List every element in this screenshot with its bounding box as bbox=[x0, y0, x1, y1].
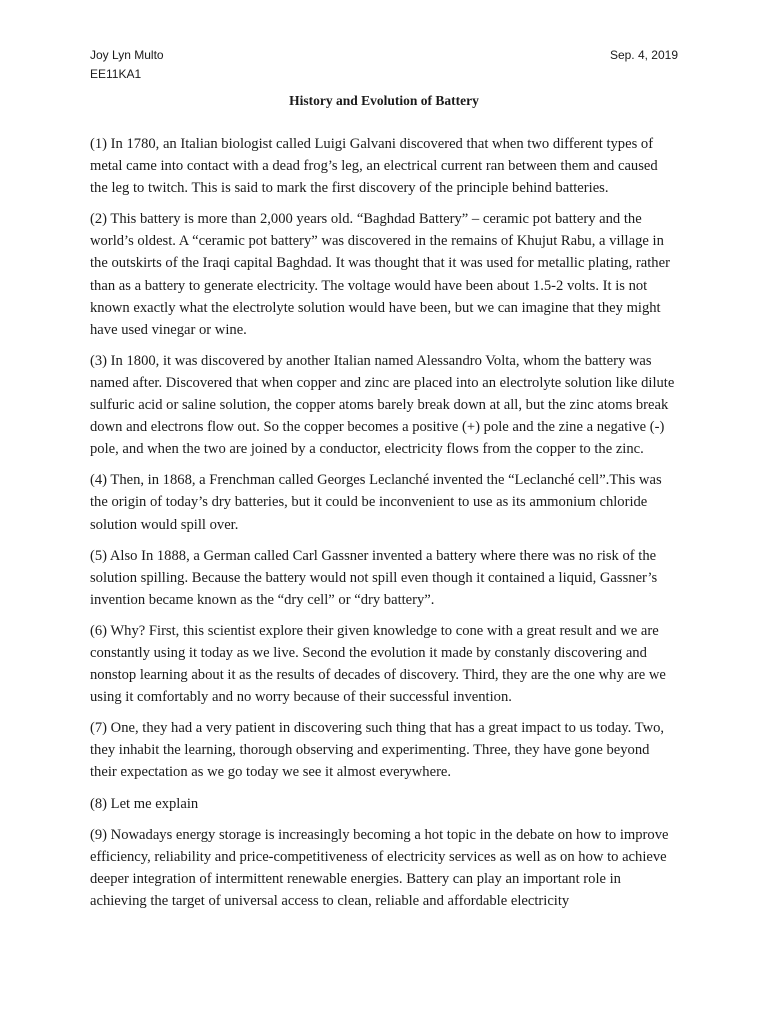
paragraph-6: (6) Why? First, this scientist explore their given knowledge to cone with a great result and we are constantly using it today as we live. Second the evolution it made by constanly discovering and nonstop learning about it as the results of decades of discovery. Third, they are the one why are we using it comfortably and no worry because of their successful invention. bbox=[90, 622, 666, 706]
paragraph-5: (5) Also In 1888, a German called Carl Gassner invented a battery where there was no risk of the solution spilling. Because the battery would not spill even though it contained a liquid, Gassner’s invention became known as the “dry cell” or “dry battery”. bbox=[90, 547, 658, 608]
paragraph-3: (3) In 1800, it was discovered by another Italian named Alessandro Volta, whom the battery was named after. Discovered that when copper and zinc are placed into an electrolyte solution like dilute sulfuric acid or saline solution, the copper atoms barely break down at all, but the zinc atoms break down and electrons flow out. So the copper becomes a positive (+) pole and the zine a negative (-) pole, and when the two are joined by a conductor, electricity flows from the copper to the zinc. bbox=[90, 352, 675, 458]
paragraph-7: (7) One, they had a very patient in discovering such thing that has a great impact to us today. Two, they inhabit the learning, thorough observing and experimenting. Three, they have gone beyond their expectation as we go today we see it almost everywhere. bbox=[90, 720, 665, 781]
paragraph-1: (1) In 1780, an Italian biologist called Luigi Galvani discovered that when two different types of metal came into contact with a dead frog’s leg, an electrical current ran between them and caused the leg to twitch. This is said to mark the first discovery of the principle behind batteries. bbox=[90, 136, 658, 197]
document-title: History and Evolution of Battery bbox=[289, 93, 479, 108]
paragraph-9: (9) Nowadays energy storage is increasingly becoming a hot topic in the debate on how to improve efficiency, reliability and price-competitiveness of electricity services as well as on how to achieve deeper integration of intermittent renewable energies. Battery can play an important role in achieving the target of universal access to clean, reliable and affordable electricity bbox=[90, 826, 669, 909]
class-code: EE11KA1 bbox=[90, 67, 142, 81]
paragraph-2: (2) This battery is more than 2,000 years old. “Baghdad Battery” – ceramic pot battery and the world’s oldest. A “ceramic pot battery” was discovered in the remains of Khujut Rabu, a village in the outskirts of the Iraqi capital Baghdad. It was thought that it was used for metallic plating, rather than as a battery to generate electricity. The voltage would have been about 1.5-2 volts. It is not known exactly what the electrolyte solution would have been, but we can imagine that they might have used vinegar or wine. bbox=[90, 211, 670, 338]
document-date: Sep. 4, 2019 bbox=[609, 48, 678, 62]
header-right bbox=[610, 46, 678, 84]
author-name: Joy Lyn Multo bbox=[90, 48, 164, 62]
header-left bbox=[90, 46, 164, 84]
paragraph-8: (8) Let me explain bbox=[90, 795, 199, 812]
document-header bbox=[90, 46, 678, 84]
paragraph-4: (4) Then, in 1868, a Frenchman called Georges Leclanché invented the “Leclanché cell”.This was the origin of today’s dry batteries, but it could be inconvenient to use as its ammonium chloride solution would spill over. bbox=[90, 472, 662, 533]
